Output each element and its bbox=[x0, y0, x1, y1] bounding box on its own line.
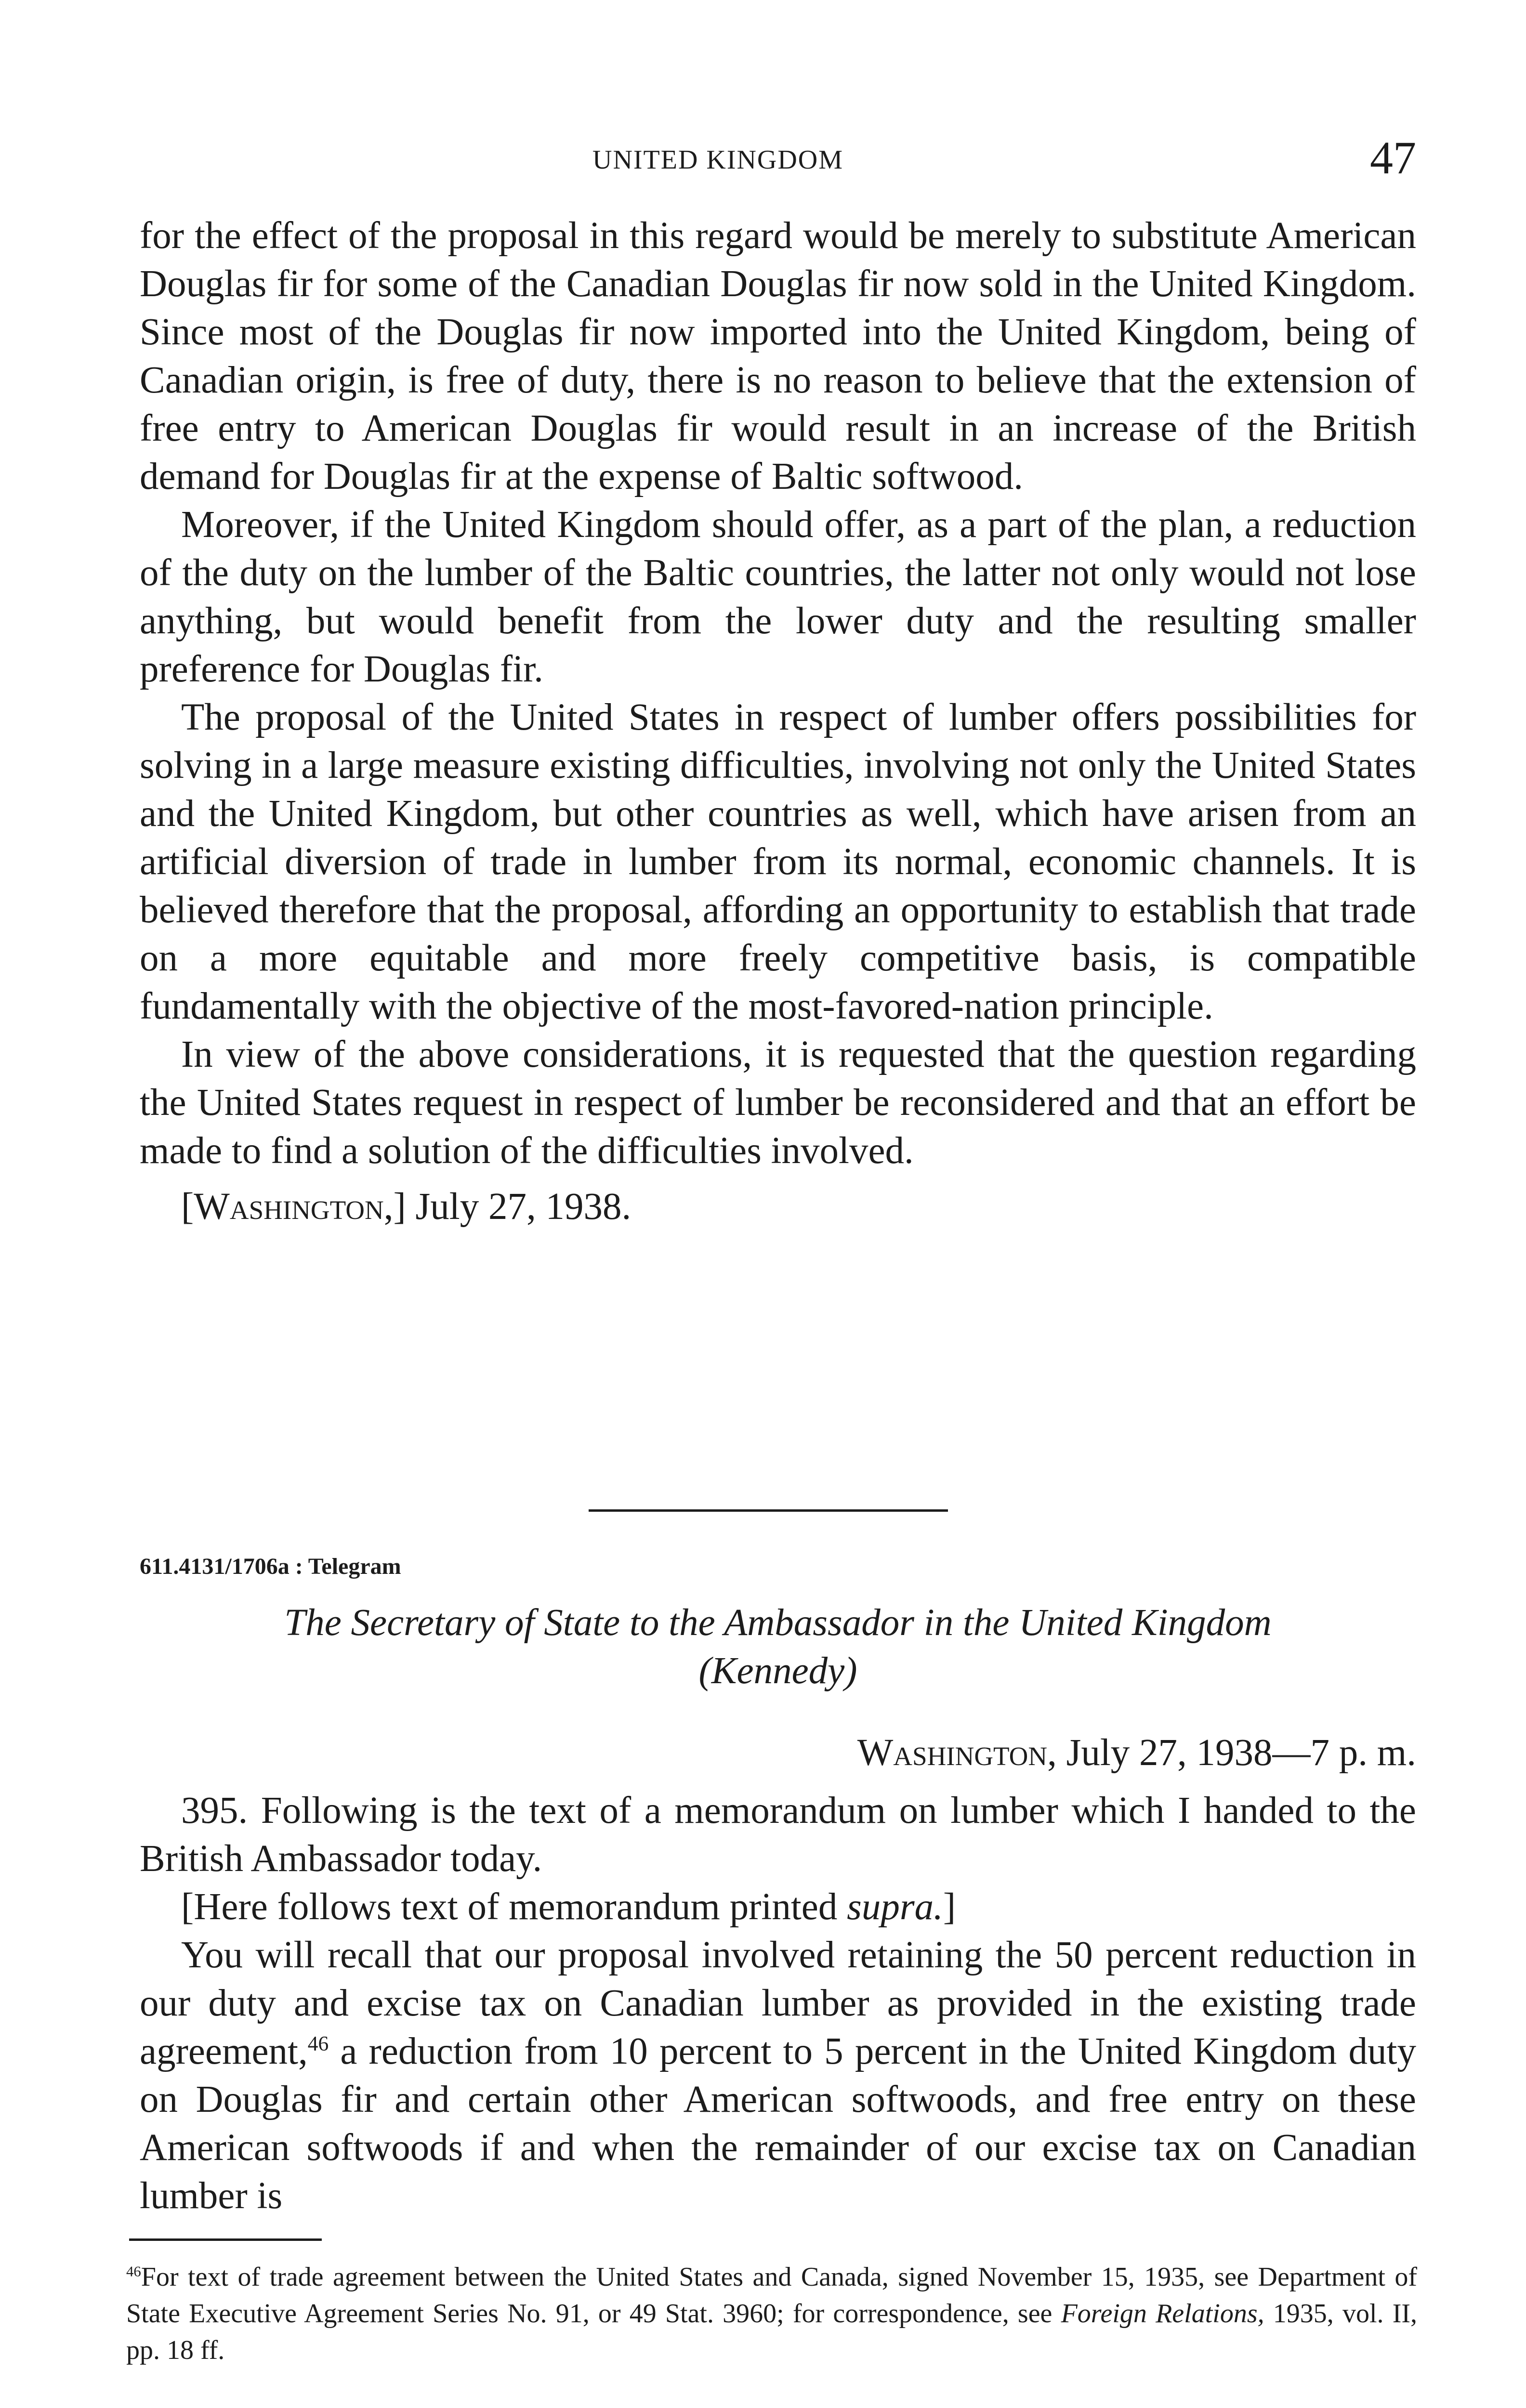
footnote-mark: 46 bbox=[126, 2263, 141, 2280]
body-text bbox=[140, 212, 1416, 1231]
footnote-text: 1935, vol. II, pp. 18 ff. bbox=[126, 2299, 1417, 2365]
body-paragraph: The proposal of the United States in respect of lumber offers possibilities for solving in a large measure existing difficulties, involving not only the United States and the United Kingdom, but other countries as well, which have arisen from an artificial diversion of trade in lumber from its normal, economic channels. It is believed therefore that the proposal, affording an opportunity to establish that trade on a more equitable and more freely competitive basis, is compatible fundamentally with the objective of the most-favored-nation principle. bbox=[140, 696, 1416, 1027]
text-run: ] bbox=[943, 1886, 956, 1928]
dateline-date: July 27, 1938. bbox=[415, 1186, 631, 1228]
telegram-text bbox=[140, 1787, 1416, 2220]
section-divider bbox=[589, 1509, 948, 1512]
footnote-italic-title: Foreign Relations, bbox=[1061, 2299, 1264, 2329]
running-head bbox=[140, 131, 1416, 184]
footnote-rule bbox=[129, 2238, 322, 2241]
footnote-text: For text of trade agreement between the United States and Canada, signed November 15, 1935, see Department of State Executive Agreement Series No. 91, or 49 Stat. 3960; for correspondence, see bbox=[126, 2262, 1417, 2329]
page-number: 47 bbox=[1370, 132, 1416, 183]
body-paragraph: In view of the above considerations, it is requested that the question regarding the United States request in respect of lumber be reconsidered and that an effort be made to find a solution of the difficulties involved. bbox=[140, 1034, 1416, 1172]
telegram-date: July 27, 1938—7 p. m. bbox=[1066, 1732, 1416, 1774]
document-title-line: (Kennedy) bbox=[698, 1650, 857, 1692]
footnote-reference: 46 bbox=[307, 2032, 329, 2055]
running-title: UNITED KINGDOM bbox=[592, 145, 844, 175]
telegram-paragraph bbox=[140, 1931, 1416, 2220]
text-run: [Here follows text of memorandum printed bbox=[181, 1886, 838, 1928]
text-run: You will recall that our proposal involved retaining the 50 percent reduction in our duty and excise tax on Canadian lumber as provided in the existing trade agreement, bbox=[140, 1934, 1416, 2072]
file-reference: 611.4131/1706a : Telegram bbox=[140, 1554, 401, 1579]
dateline-place: [Washington,] bbox=[181, 1186, 406, 1228]
telegram-dateline bbox=[140, 1729, 1416, 1777]
document-title bbox=[140, 1599, 1416, 1695]
body-paragraph: for the effect of the proposal in this regard would be merely to substitute American Douglas fir for some of the Canadian Douglas fir now sold in the United Kingdom. Since most of the Douglas fir now imported into the United Kingdom, being of Canadian origin, is free of duty, there is no reason to believe that the extension of free entry to American Douglas fir would result in an increase of the British demand for Douglas fir at the expense of Baltic softwood. bbox=[140, 215, 1416, 497]
telegram-place: Washington, bbox=[857, 1732, 1057, 1774]
document-title-line: The Secretary of State to the Ambassador in the United Kingdom bbox=[284, 1602, 1272, 1644]
italic-run: supra. bbox=[847, 1886, 943, 1928]
telegram-paragraph: 395. Following is the text of a memorandum on lumber which I handed to the British Ambassador today. bbox=[140, 1790, 1416, 1880]
telegram-paragraph bbox=[140, 1883, 1416, 1931]
body-paragraph: Moreover, if the United Kingdom should offer, as a part of the plan, a reduction of the duty on the lumber of the Baltic countries, the latter not only would not lose anything, but would benefit from the lower duty and the resulting smaller preference for Douglas fir. bbox=[140, 504, 1416, 690]
text-run: a reduction from 10 percent to 5 percent in the United Kingdom duty on Douglas fir and certain other American softwoods, and free entry on these American softwoods if and when the remainder of our excise tax on Canadian lumber is bbox=[140, 2030, 1416, 2217]
footnote bbox=[126, 2259, 1417, 2369]
memorandum-dateline bbox=[181, 1183, 1416, 1231]
